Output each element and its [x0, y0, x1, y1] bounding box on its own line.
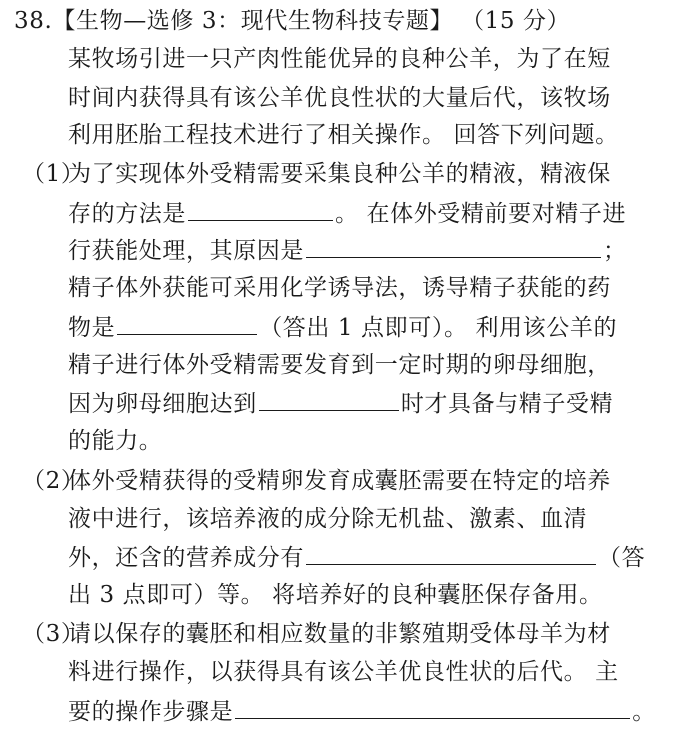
answer-blank-3[interactable]: [117, 312, 257, 335]
intro-line-3: 利用胚胎工程技术进行了相关操作。 回答下列问题。: [68, 122, 619, 148]
part3-line-3-text-b: 。: [632, 699, 656, 725]
part1-line-4: 精子体外获能可采用化学诱导法，诱导精子获能的药: [68, 275, 611, 301]
part1-line-3-text-a: 行获能处理，其原因是: [68, 238, 304, 264]
part1-line-2: [68, 198, 626, 229]
question-section-title: 【生物—选修 3：现代生物科技专题】: [52, 8, 454, 34]
part1-line-1: 为了实现体外受精需要采集良种公羊的精液，精液保: [68, 161, 611, 187]
part3-line-2: 料进行操作，以获得具有该公羊优良性状的后代。 主: [68, 659, 619, 685]
part1-line-7: [68, 388, 613, 419]
part1-line-5-text-b: （答出 1 点即可）。 利用该公羊的: [259, 315, 618, 341]
part2-line-2: 液中进行，该培养液的成分除无机盐、激素、血清: [68, 506, 588, 532]
part1-line-5: [68, 312, 617, 343]
part3-label: （3）: [22, 621, 85, 647]
question-number: 38.: [14, 8, 53, 34]
part3-line-3: [68, 696, 656, 727]
part1-line-2-text-a: 存的方法是: [68, 201, 186, 227]
part1-line-7-text-b: 时才具备与精子受精: [400, 391, 614, 417]
answer-blank-4[interactable]: [259, 388, 399, 411]
answer-blank-6[interactable]: [235, 696, 630, 719]
part1-line-2-text-b: 。 在体外受精前要对精子进: [335, 201, 627, 227]
intro-line-2: 时间内获得具有该公羊优良性状的大量后代，该牧场: [68, 85, 611, 111]
answer-blank-5[interactable]: [306, 542, 596, 565]
question-header-line: [14, 6, 570, 36]
answer-blank-2[interactable]: [306, 235, 601, 258]
part2-line-3: [68, 542, 645, 573]
part2-line-3-text-b: （答: [598, 545, 646, 571]
part3-line-1: 请以保存的囊胚和相应数量的非繁殖期受体母羊为材: [68, 621, 611, 647]
part1-line-7-text-a: 因为卵母细胞达到: [68, 391, 257, 417]
part1-line-6: 精子进行体外受精需要发育到一定时期的卵母细胞，: [68, 352, 611, 378]
answer-blank-1[interactable]: [188, 198, 333, 221]
part3-line-3-text-a: 要的操作步骤是: [68, 699, 234, 725]
intro-line-1: 某牧场引进一只产肉性能优异的良种公羊，为了在短: [68, 46, 611, 72]
part2-line-3-text-a: 外，还含的营养成分有: [68, 545, 304, 571]
part1-line-5-text-a: 物是: [68, 315, 116, 341]
part1-line-3-text-b: ；: [603, 238, 627, 264]
part1-line-8: 的能力。: [68, 428, 163, 454]
part1-label: （1）: [22, 161, 85, 187]
part2-label: （2）: [22, 468, 85, 494]
part2-line-1: 体外受精获得的受精卵发育成囊胚需要在特定的培养: [68, 468, 611, 494]
part1-line-3: [68, 235, 627, 266]
question-points: （15 分）: [461, 8, 571, 34]
part2-line-4: 出 3 点即可）等。 将培养好的良种囊胚保存备用。: [68, 582, 603, 608]
